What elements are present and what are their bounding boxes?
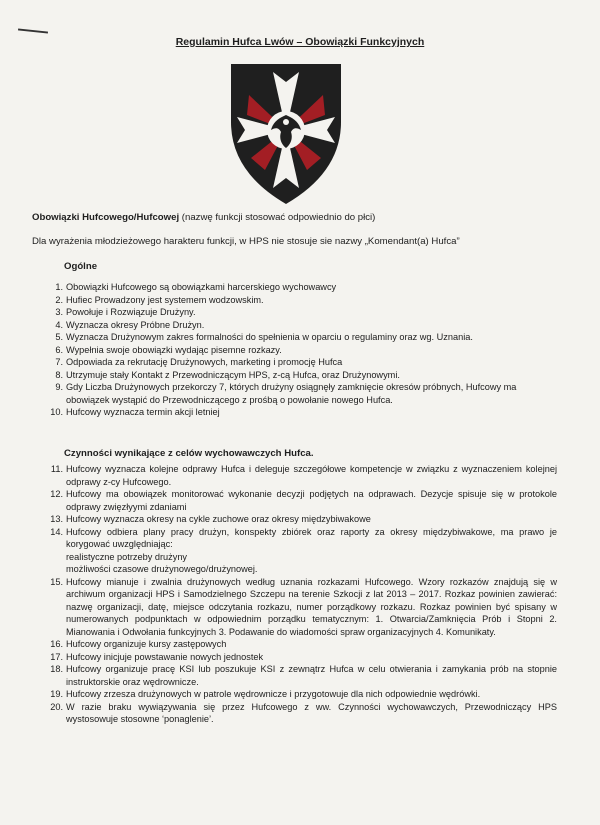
document-title: Regulamin Hufca Lwów – Obowiązki Funkcyjnych (175, 36, 425, 48)
list-item (47, 701, 557, 726)
item-text: realistyczne potrzeby drużyny (66, 551, 188, 562)
item-number: 12. (50, 489, 63, 499)
list-item (47, 576, 557, 639)
general-duties-list (47, 281, 557, 419)
item-text: Wyznacza Drużynowym zakres formalności do spełnienia w oparciu o regulaminy oraz wg. Uznania. (66, 332, 473, 342)
list-item (47, 406, 557, 419)
item-text: Wyznacza okresy Próbne Drużyn. (66, 319, 205, 330)
list-item (47, 563, 557, 576)
item-text: Hufcowy wyznacza kolejne odprawy Hufca i deleguje szczegółowe kompetencje w związku z wyznaczeniem kolejnej odprawy z-cy Hufcowego. (66, 464, 557, 487)
list-item (47, 513, 557, 526)
item-number: 8. (55, 369, 63, 380)
item-text: Wypełnia swoje obowiązki wydając pisemne rozkazy. (66, 344, 282, 355)
list-item (47, 319, 557, 332)
item-text: Hufcowy zrzesza drużynowych w patrole wędrownicze i przygotowuje dla nich odpowiednie wędrówki. (66, 689, 481, 699)
list-item (47, 356, 557, 369)
list-item (47, 688, 557, 701)
item-number: 11. (50, 464, 63, 474)
scan-mark (18, 28, 48, 33)
list-item (47, 381, 557, 406)
list-item (47, 663, 557, 688)
educational-duties-list (47, 463, 557, 726)
item-number: 1. (55, 282, 63, 292)
item-text: Hufcowy wyznacza okresy na cykle zuchowe oraz okresy międzybiwakowe (66, 514, 371, 524)
item-number: 19. (50, 689, 63, 699)
list-item (47, 488, 557, 513)
item-number: 4. (55, 319, 63, 330)
item-number: 5. (55, 332, 63, 342)
item-text: Utrzymuje stały Kontakt z Przewodniczącym HPS, z-cą Hufca, oraz Drużynowymi. (66, 369, 400, 380)
item-text: Hufcowy ma obowiązek monitorować wykonanie decyzji podjętych na odprawach. Dezycje spisuje się w protokole odprawy zwięzłyymi zdaniami (66, 489, 557, 512)
item-number: 17. (50, 651, 63, 662)
item-number: 3. (55, 307, 63, 317)
item-text: Obowiązki Hufcowego są obowiązkami harcerskiego wychowawcy (66, 282, 337, 292)
section-educational-title: Czynności wynikające z celów wychowawczych Hufca. (64, 448, 314, 459)
item-number: 13. (50, 514, 63, 524)
item-number: 7. (55, 357, 63, 367)
item-text: Odpowiada za rekrutację Drużynowych, marketing i promocję Hufca (66, 357, 343, 367)
item-number: 10. (50, 407, 63, 417)
item-number: 6. (55, 344, 63, 355)
item-number: 14. (50, 526, 63, 537)
item-text: Hufcowy mianuje i zwalnia drużynowych według uznania rozkazami Hufcowego. Wzory rozkazów znajdują się w archiwum organizacji HPS i Samodzielnego Szczepu na terenie Szkocji z lat 2013 – 2017. Rozkaz powinien zawierać: nazwę organizacji, datę, miejsce odczytania rozkazu, numer porządkowy rozkazu. Rozkaz powinien być spisany w numerowanych podpunktach w odpowiednim porządku tematycznym: 1. Otwarcia/Zamknięcia Prób i Stopni 2. Mianowania i Odwołania funkcyjnych 3. Podawanie do wiadomości spraw organizacyjnych 4. Komunikaty. (66, 576, 557, 637)
list-item (47, 651, 557, 664)
item-number: 20. (50, 701, 63, 712)
list-item (47, 369, 557, 382)
list-item (47, 638, 557, 651)
item-text: Hufcowy organizuje kursy zastępowych (66, 639, 227, 649)
list-item (47, 294, 557, 307)
duties-heading: Obowiązki Hufcowego/Hufcowej (nazwę funkcji stosować odpowiednio do płci) (32, 212, 376, 223)
list-item (47, 306, 557, 319)
item-text: możliwości czasowe drużynowego/drużynowej. (66, 564, 258, 574)
shield-logo-icon (229, 60, 343, 206)
item-number: 15. (50, 576, 63, 587)
list-item (47, 463, 557, 488)
item-text: W razie braku wywiązywania się przez Hufcowego z ww. Czynności wychowawczych, Przewodniczący HPS wystosowuje stosowne ‘ponaglenie’. (66, 701, 557, 724)
list-item (47, 331, 557, 344)
item-number: 9. (55, 382, 63, 392)
item-text: Hufcowy odbiera plany pracy drużyn, konspekty zbiórek oraz raporty za okresy międzybiwakowe, ma prawo je korygować uwzględniając: (66, 526, 557, 549)
item-number: 16. (50, 639, 63, 649)
item-number: 18. (50, 664, 63, 674)
item-text: Hufcowy inicjuje powstawanie nowych jednostek (66, 651, 264, 662)
item-text: Hufiec Prowadzony jest systemem wodzowskim. (66, 294, 264, 305)
naming-note: Dla wyrażenia młodzieżowego harakteru funkcji, w HPS nie stosuje sie nazwy „Komendant(a) Hufca” (32, 236, 460, 247)
list-item (47, 281, 557, 294)
list-item (47, 344, 557, 357)
list-item (47, 526, 557, 551)
item-text: Powołuje i Rozwiązuje Drużyny. (66, 307, 196, 317)
item-text: Hufcowy organizuje pracę KSI lub poszukuje KSI z zewnątrz Hufca w celu otwierania i zamykania prób na stopnie instruktorskie oraz wędrownicze. (66, 664, 557, 687)
item-text: Hufcowy wyznacza termin akcji letniej (66, 407, 220, 417)
item-number: 2. (55, 294, 63, 305)
item-text: Gdy Liczba Drużynowych przekorczy 7, których drużyny osiągnęły zamknięcie okresów próbnych, Hufcowy ma obowiązek wystąpić do Przewodniczącego z prośbą o powołanie nowego Hufca. (66, 382, 517, 405)
section-general-title: Ogólne (64, 261, 98, 272)
list-item (47, 551, 557, 564)
